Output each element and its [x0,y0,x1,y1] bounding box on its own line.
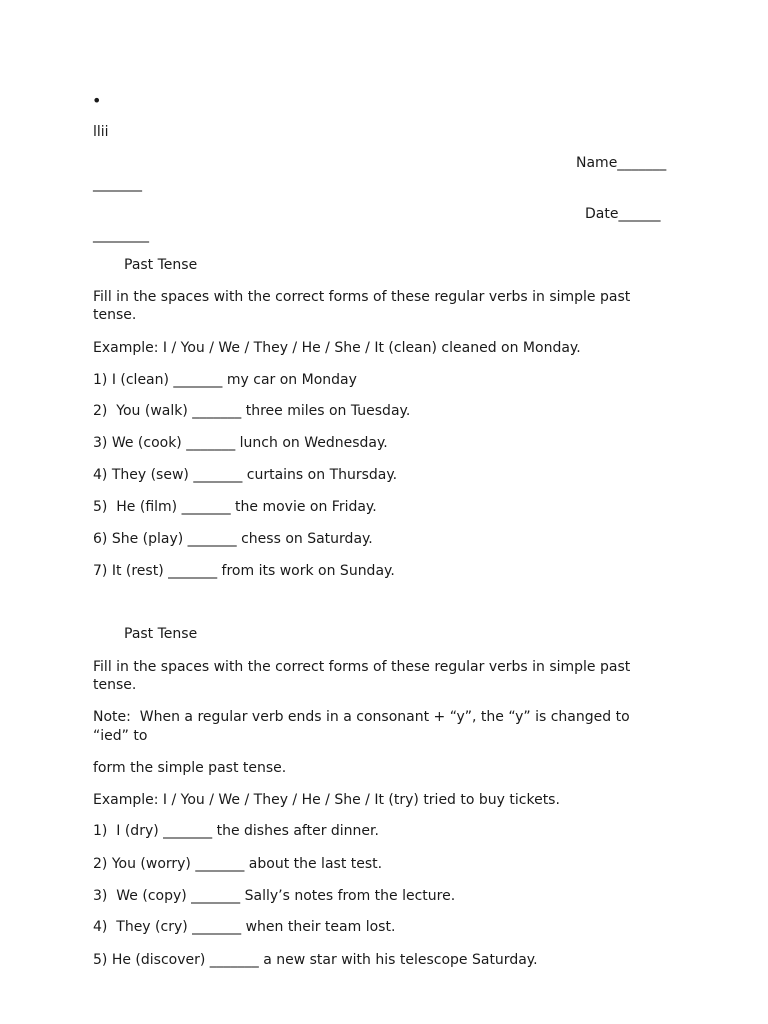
exercise-item: 5) He (film) _______ the movie on Friday. [93,499,377,515]
section-1-instruction-line-1: Fill in the spaces with the correct forms of these regular verbs in simple past [93,289,631,305]
exercise-item: 7) It (rest) _______ from its work on Sunday. [93,563,395,579]
exercise-item: 1) I (clean) _______ my car on Monday [93,372,357,388]
exercise-item: 6) She (play) _______ chess on Saturday. [93,531,373,547]
stray-text: llii [93,124,109,140]
section-2-note-line-3: form the simple past tense. [93,760,287,776]
section-2-instruction-line-1: Fill in the spaces with the correct forms of these regular verbs in simple past [93,659,631,675]
date-field-line: ________ [93,227,149,243]
exercise-item: 3) We (cook) _______ lunch on Wednesday. [93,435,388,451]
bullet-point: • [92,91,102,110]
exercise-item: 2) You (worry) _______ about the last test. [93,856,383,872]
exercise-item: 2) You (walk) _______ three miles on Tuesday. [93,403,411,419]
exercise-item: 5) He (discover) _______ a new star with his telescope Saturday. [93,952,538,968]
section-2-note-line-2: “ied” to [93,728,148,744]
section-2-instruction-line-2: tense. [93,677,137,693]
date-field-label: Date______ [585,206,661,222]
exercise-item: 4) They (sew) _______ curtains on Thursday. [93,467,398,483]
exercise-item: 3) We (copy) _______ Sally’s notes from the lecture. [93,888,456,904]
section-1-instruction-line-2: tense. [93,307,137,323]
name-field-line: _______ [93,176,142,192]
exercise-item: 1) I (dry) _______ the dishes after dinner. [93,823,379,839]
section-1-example: Example: I / You / We / They / He / She / It (clean) cleaned on Monday. [93,340,581,356]
exercise-item: 4) They (cry) _______ when their team lost. [93,919,396,935]
section-1-title: Past Tense [124,257,198,273]
section-2-note-line-1: Note: When a regular verb ends in a consonant + “y”, the “y” is changed to [93,709,630,725]
section-2-example: Example: I / You / We / They / He / She / It (try) tried to buy tickets. [93,792,560,808]
name-field-label: Name_______ [576,155,667,171]
section-2-title: Past Tense [124,626,198,642]
